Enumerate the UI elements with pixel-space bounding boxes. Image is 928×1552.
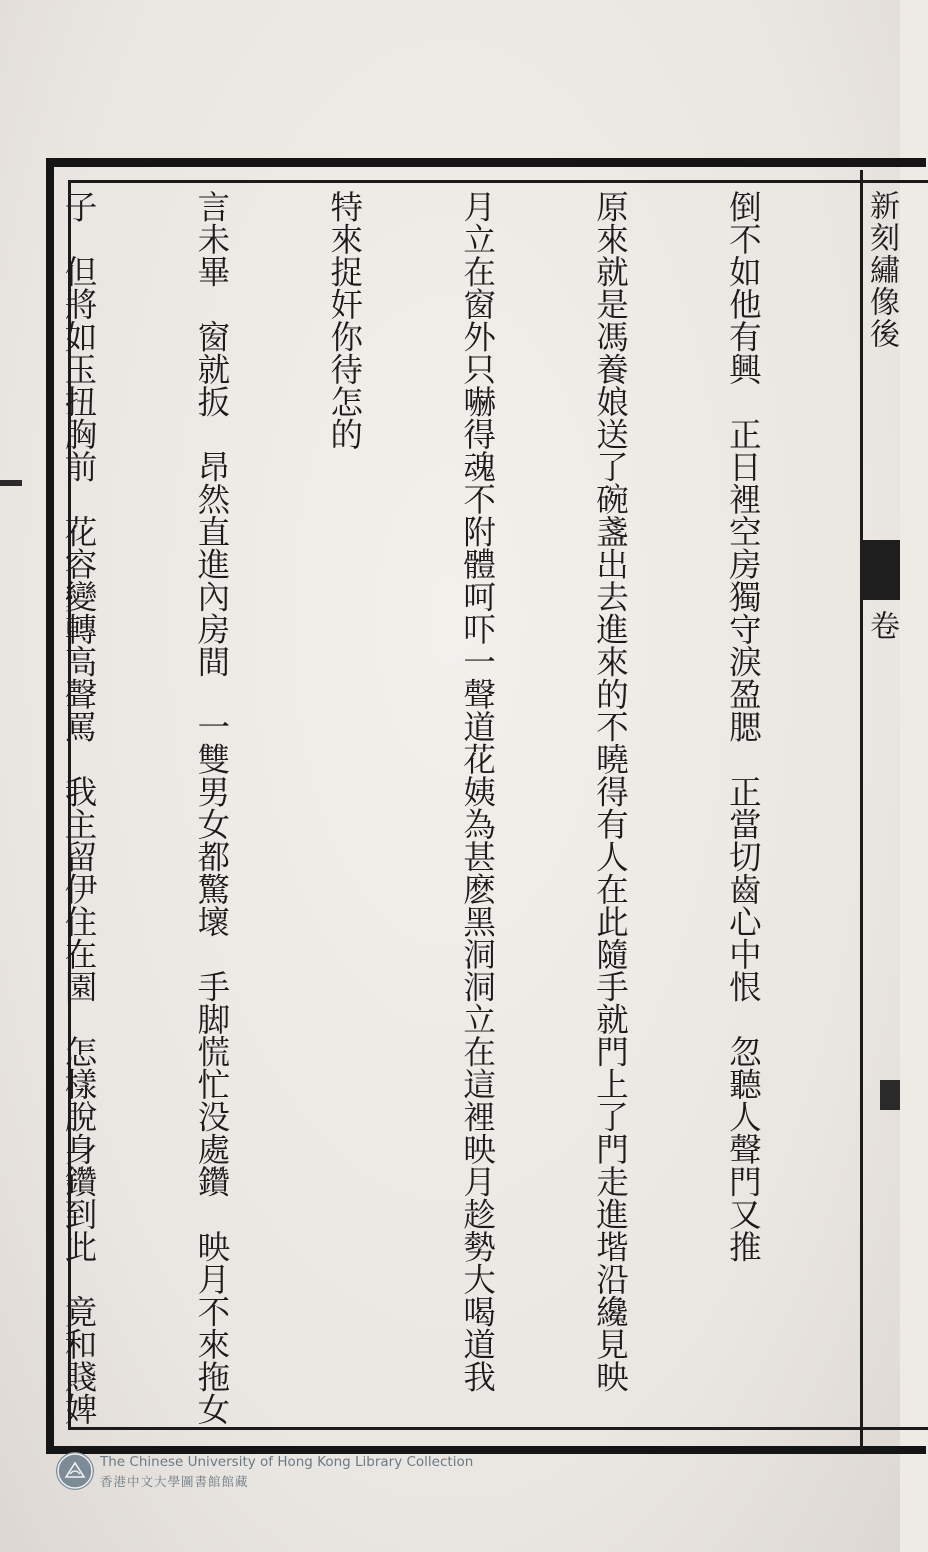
banxin-volume: 卷 [864, 610, 899, 640]
watermark-chinese: 香港中文大學圖書館館藏 [100, 1474, 249, 1489]
text-column: 倒不如他有興 正日裡空房獨守淚盈腮 正當切齒心中恨 忽聽人聲門又推 [724, 190, 763, 1263]
vertical-text [59, 190, 854, 1425]
fishtail-mark-lower [880, 1080, 900, 1110]
banxin-margin [860, 170, 900, 1450]
banxin-title: 新刻繡像後 [864, 190, 899, 350]
watermark-english: The Chinese University of Hong Kong Library Collection [100, 1454, 474, 1470]
library-watermark [52, 1450, 572, 1490]
fishtail-mark [860, 540, 900, 600]
text-column: 原來就是馮養娘送了碗盞出去進來的不曉得有人在此隨手就門上了門走進堦沿纔見映 [591, 190, 630, 1393]
text-column: 子 但將如玉扭胸前 花容變轉高聲罵 我主留伊住在園 怎樣脫身鑽到此 竟和賤婢 [59, 190, 98, 1425]
text-body [59, 190, 854, 1426]
cuhk-logo-icon [56, 1452, 94, 1490]
text-column: 特來捉奸你待怎的 [325, 190, 364, 450]
text-column: 月立在窗外只嚇得魂不附體呵吓一聲道花姨為甚麽黑洞洞立在這裡映月趁勢大喝道我 [458, 190, 497, 1393]
text-column: 言未畢 窗就扳 昂然直進內房間 一雙男女都驚壞 手脚慌忙没處鑽 映月不來拖女 [192, 190, 231, 1425]
